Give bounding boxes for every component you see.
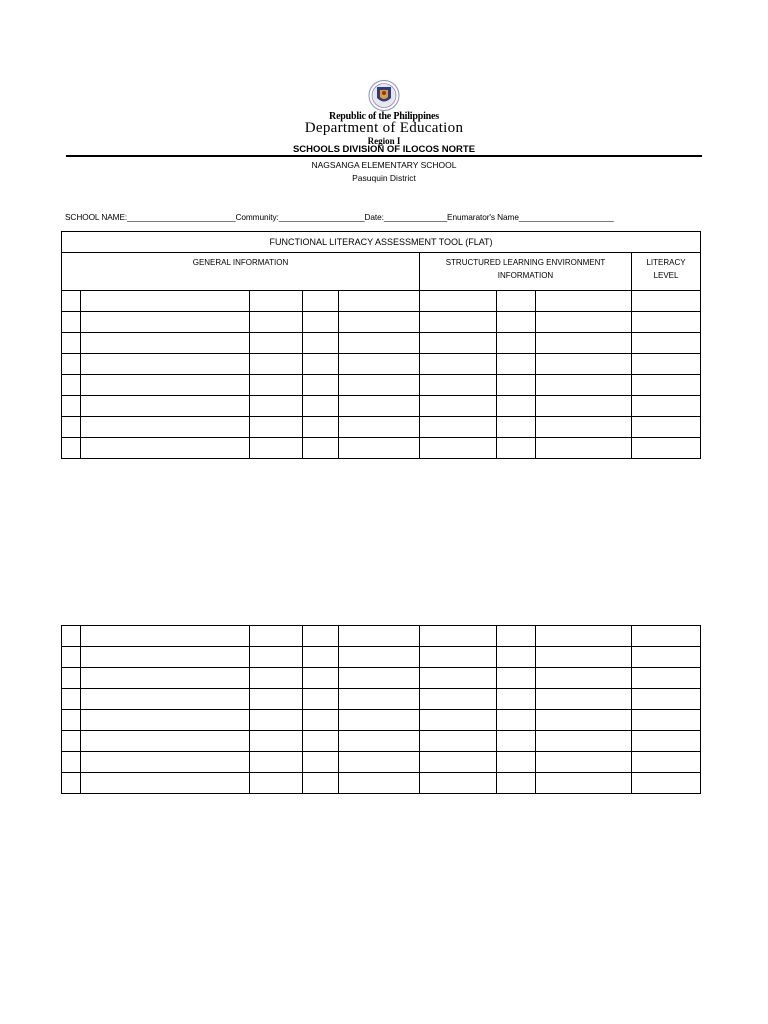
entry-cell[interactable]	[62, 375, 81, 396]
district-heading: Pasuquin District	[352, 173, 416, 183]
entry-cell[interactable]	[497, 291, 536, 312]
entry-cell[interactable]	[497, 752, 536, 773]
entry-cell[interactable]	[536, 438, 632, 459]
entry-cell[interactable]	[536, 354, 632, 375]
header-divider	[66, 155, 702, 157]
entry-cell[interactable]	[62, 291, 81, 312]
entry-cell[interactable]	[420, 752, 497, 773]
structured-learning-header: STRUCTURED LEARNING ENVIRONMENT INFORMATION	[420, 253, 632, 291]
form-fields-line: SCHOOL NAME:________________________Community:___________________Date:______________Enumarator's Name_____________________	[65, 212, 614, 222]
entry-cell[interactable]	[536, 668, 632, 689]
entry-cell[interactable]	[497, 312, 536, 333]
entry-cell[interactable]	[62, 752, 81, 773]
entry-cell[interactable]	[250, 354, 303, 375]
entry-cell[interactable]	[250, 752, 303, 773]
entry-cell[interactable]	[303, 773, 339, 794]
entry-cell[interactable]	[497, 647, 536, 668]
assessment-table-continued	[61, 625, 701, 794]
entry-cell[interactable]	[62, 354, 81, 375]
entry-cell[interactable]	[250, 291, 303, 312]
entry-cell[interactable]	[497, 396, 536, 417]
entry-cell[interactable]	[420, 438, 497, 459]
table-body-1	[62, 291, 701, 459]
entry-cell[interactable]	[536, 291, 632, 312]
entry-cell[interactable]	[62, 417, 81, 438]
entry-cell[interactable]	[250, 731, 303, 752]
table-row	[62, 354, 701, 375]
table-body-2	[62, 626, 701, 794]
entry-cell[interactable]	[62, 312, 81, 333]
entry-cell[interactable]	[339, 354, 420, 375]
entry-cell[interactable]	[339, 710, 420, 731]
entry-cell[interactable]	[81, 752, 250, 773]
entry-cell[interactable]	[632, 647, 701, 668]
entry-cell[interactable]	[536, 689, 632, 710]
entry-cell[interactable]	[303, 291, 339, 312]
entry-cell[interactable]	[497, 689, 536, 710]
entry-cell[interactable]	[339, 396, 420, 417]
entry-cell[interactable]	[303, 375, 339, 396]
entry-cell[interactable]	[81, 731, 250, 752]
entry-cell[interactable]	[420, 417, 497, 438]
entry-cell[interactable]	[632, 312, 701, 333]
entry-cell[interactable]	[339, 375, 420, 396]
entry-cell[interactable]	[536, 396, 632, 417]
table-row	[62, 647, 701, 668]
table-row	[62, 626, 701, 647]
entry-cell[interactable]	[303, 312, 339, 333]
entry-cell[interactable]	[62, 773, 81, 794]
entry-cell[interactable]	[536, 375, 632, 396]
entry-cell[interactable]	[497, 354, 536, 375]
entry-cell[interactable]	[81, 417, 250, 438]
entry-cell[interactable]	[81, 773, 250, 794]
entry-cell[interactable]	[81, 291, 250, 312]
entry-cell[interactable]	[420, 773, 497, 794]
entry-cell[interactable]	[250, 396, 303, 417]
entry-cell[interactable]	[632, 668, 701, 689]
entry-cell[interactable]	[420, 710, 497, 731]
entry-cell[interactable]	[250, 647, 303, 668]
entry-cell[interactable]	[536, 626, 632, 647]
entry-cell[interactable]	[62, 647, 81, 668]
entry-cell[interactable]	[497, 626, 536, 647]
entry-cell[interactable]	[497, 375, 536, 396]
entry-cell[interactable]	[250, 773, 303, 794]
division-heading: SCHOOLS DIVISION OF ILOCOS NORTE	[292, 144, 476, 155]
entry-cell[interactable]	[420, 333, 497, 354]
entry-cell[interactable]	[81, 689, 250, 710]
entry-cell[interactable]	[81, 396, 250, 417]
region-heading: Region I	[367, 136, 401, 146]
entry-cell[interactable]	[303, 689, 339, 710]
table-row	[62, 710, 701, 731]
entry-cell[interactable]	[303, 647, 339, 668]
entry-cell[interactable]	[632, 626, 701, 647]
table-row	[62, 731, 701, 752]
entry-cell[interactable]	[250, 312, 303, 333]
entry-cell[interactable]	[632, 291, 701, 312]
entry-cell[interactable]	[81, 312, 250, 333]
entry-cell[interactable]	[339, 438, 420, 459]
entry-cell[interactable]	[81, 626, 250, 647]
entry-cell[interactable]	[420, 647, 497, 668]
entry-cell[interactable]	[339, 312, 420, 333]
entry-cell[interactable]	[536, 710, 632, 731]
entry-cell[interactable]	[632, 773, 701, 794]
table-row	[62, 396, 701, 417]
entry-cell[interactable]	[303, 626, 339, 647]
entry-cell[interactable]	[420, 291, 497, 312]
entry-cell[interactable]	[81, 375, 250, 396]
entry-cell[interactable]	[81, 710, 250, 731]
entry-cell[interactable]	[303, 354, 339, 375]
entry-cell[interactable]	[536, 647, 632, 668]
entry-cell[interactable]	[62, 396, 81, 417]
entry-cell[interactable]	[250, 333, 303, 354]
entry-cell[interactable]	[250, 438, 303, 459]
entry-cell[interactable]	[303, 752, 339, 773]
entry-cell[interactable]	[339, 731, 420, 752]
entry-cell[interactable]	[339, 752, 420, 773]
entry-cell[interactable]	[536, 333, 632, 354]
entry-cell[interactable]	[62, 731, 81, 752]
entry-cell[interactable]	[339, 626, 420, 647]
entry-cell[interactable]	[497, 773, 536, 794]
entry-cell[interactable]	[632, 417, 701, 438]
entry-cell[interactable]	[339, 291, 420, 312]
entry-cell[interactable]	[250, 417, 303, 438]
entry-cell[interactable]	[632, 438, 701, 459]
entry-cell[interactable]	[632, 354, 701, 375]
entry-cell[interactable]	[497, 710, 536, 731]
table-row	[62, 375, 701, 396]
entry-cell[interactable]	[497, 668, 536, 689]
entry-cell[interactable]	[303, 396, 339, 417]
table-row	[62, 752, 701, 773]
entry-cell[interactable]	[420, 731, 497, 752]
entry-cell[interactable]	[632, 396, 701, 417]
entry-cell[interactable]	[250, 626, 303, 647]
table-title: FUNCTIONAL LITERACY ASSESSMENT TOOL (FLAT)	[62, 232, 701, 253]
entry-cell[interactable]	[81, 438, 250, 459]
entry-cell[interactable]	[339, 773, 420, 794]
entry-cell[interactable]	[81, 668, 250, 689]
table-row	[62, 689, 701, 710]
entry-cell[interactable]	[632, 731, 701, 752]
entry-cell[interactable]	[250, 710, 303, 731]
entry-cell[interactable]	[632, 752, 701, 773]
entry-cell[interactable]	[536, 312, 632, 333]
entry-cell[interactable]	[632, 689, 701, 710]
entry-cell[interactable]	[420, 689, 497, 710]
entry-cell[interactable]	[62, 626, 81, 647]
entry-cell[interactable]	[62, 689, 81, 710]
entry-cell[interactable]	[632, 710, 701, 731]
entry-cell[interactable]	[339, 333, 420, 354]
entry-cell[interactable]	[420, 626, 497, 647]
entry-cell[interactable]	[420, 668, 497, 689]
entry-cell[interactable]	[536, 773, 632, 794]
entry-cell[interactable]	[632, 333, 701, 354]
entry-cell[interactable]	[420, 354, 497, 375]
entry-cell[interactable]	[339, 689, 420, 710]
entry-cell[interactable]	[62, 438, 81, 459]
school-heading: NAGSANGA ELEMENTARY SCHOOL	[311, 160, 457, 170]
entry-cell[interactable]	[497, 333, 536, 354]
entry-cell[interactable]	[303, 731, 339, 752]
entry-cell[interactable]	[303, 438, 339, 459]
entry-cell[interactable]	[81, 647, 250, 668]
entry-cell[interactable]	[497, 731, 536, 752]
entry-cell[interactable]	[250, 375, 303, 396]
republic-heading: Republic of the Philippines	[329, 111, 439, 122]
entry-cell[interactable]	[497, 438, 536, 459]
table-row	[62, 417, 701, 438]
entry-cell[interactable]	[420, 396, 497, 417]
entry-cell[interactable]	[420, 375, 497, 396]
assessment-table	[61, 231, 701, 459]
entry-cell[interactable]	[339, 417, 420, 438]
entry-cell[interactable]	[339, 668, 420, 689]
table-row	[62, 333, 701, 354]
literacy-level-header: LITERACY LEVEL	[632, 253, 701, 291]
entry-cell[interactable]	[303, 668, 339, 689]
entry-cell[interactable]	[81, 354, 250, 375]
entry-cell[interactable]	[62, 668, 81, 689]
entry-cell[interactable]	[420, 312, 497, 333]
entry-cell[interactable]	[303, 710, 339, 731]
entry-cell[interactable]	[339, 647, 420, 668]
table-row	[62, 668, 701, 689]
deped-seal-logo	[361, 79, 407, 112]
entry-cell[interactable]	[536, 417, 632, 438]
entry-cell[interactable]	[497, 417, 536, 438]
entry-cell[interactable]	[536, 731, 632, 752]
entry-cell[interactable]	[250, 668, 303, 689]
entry-cell[interactable]	[62, 333, 81, 354]
entry-cell[interactable]	[632, 375, 701, 396]
entry-cell[interactable]	[250, 689, 303, 710]
entry-cell[interactable]	[62, 710, 81, 731]
table-row	[62, 312, 701, 333]
table-row	[62, 291, 701, 312]
general-info-header: GENERAL INFORMATION	[62, 253, 420, 291]
entry-cell[interactable]	[81, 333, 250, 354]
department-heading: Department of Education	[304, 120, 464, 136]
entry-cell[interactable]	[303, 333, 339, 354]
entry-cell[interactable]	[303, 417, 339, 438]
table-row	[62, 773, 701, 794]
table-row	[62, 438, 701, 459]
entry-cell[interactable]	[536, 752, 632, 773]
